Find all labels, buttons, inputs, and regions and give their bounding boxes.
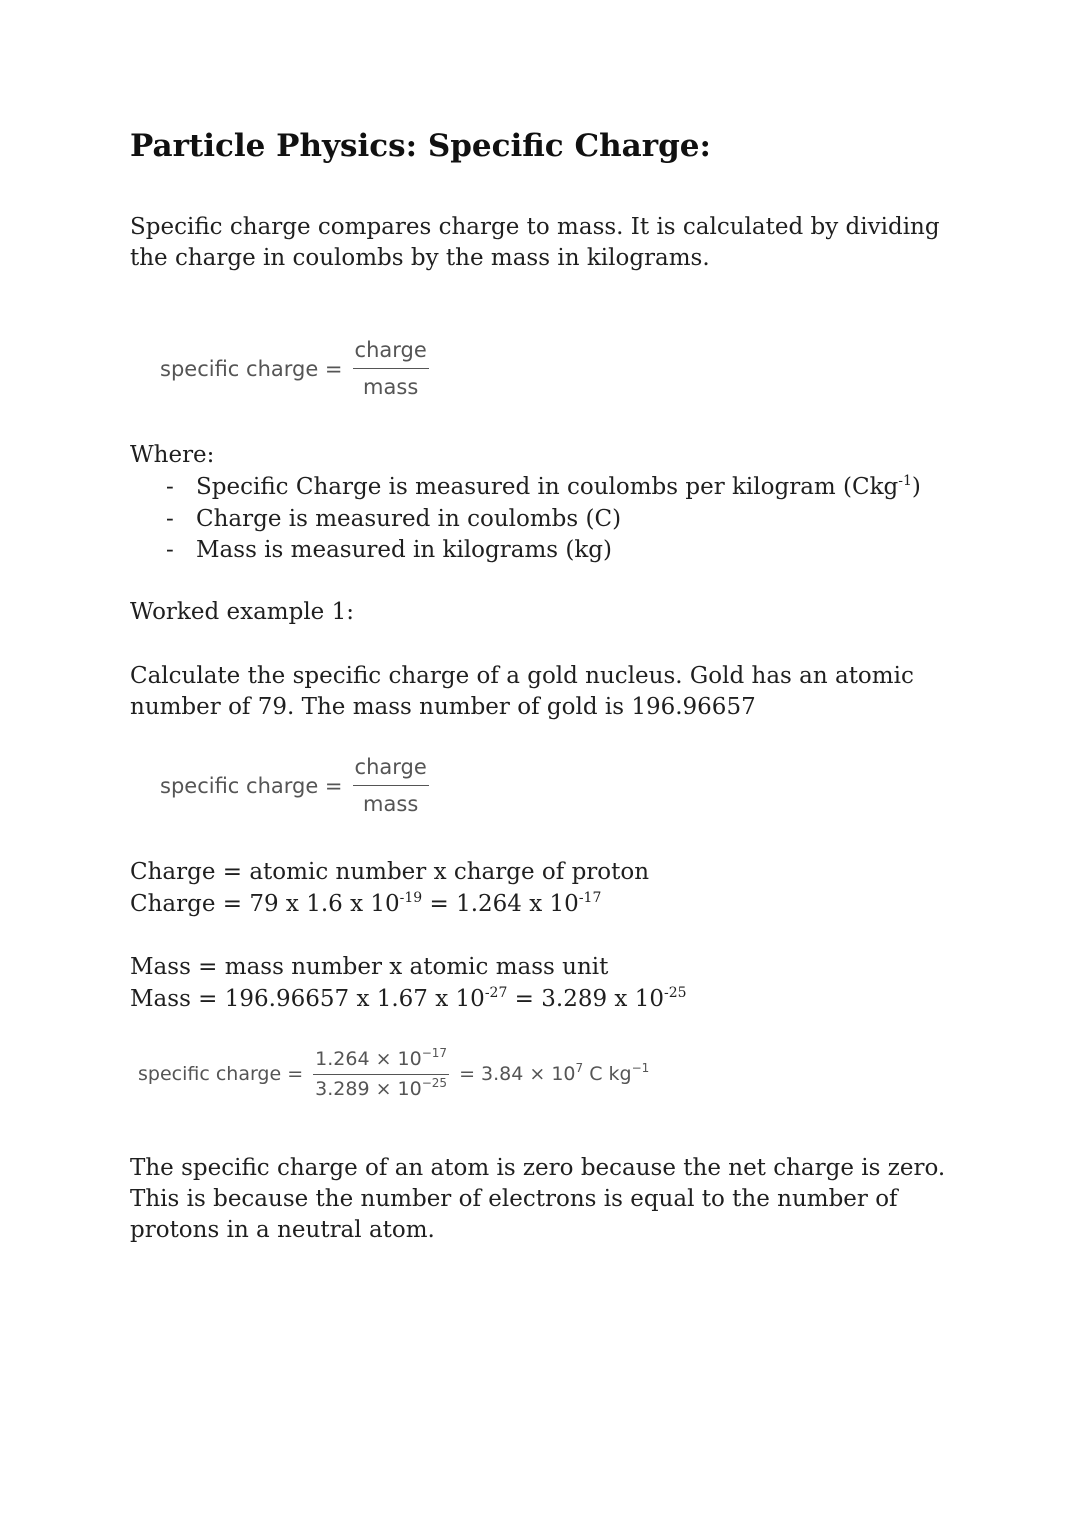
result-formula: [138, 1048, 649, 1100]
result-fraction: [313, 1048, 449, 1100]
formula-denominator: mass: [363, 375, 419, 399]
formula-numerator: charge: [353, 338, 429, 369]
result-lhs: specific charge =: [138, 1063, 304, 1085]
formula-numerator: charge: [353, 755, 429, 786]
mass-definition: Mass = mass number x atomic mass unit: [130, 954, 609, 980]
worked-example-label: Worked example 1:: [130, 599, 354, 625]
page-title: Particle Physics: Specific Charge:: [130, 128, 711, 164]
list-item: - Mass is measured in kilograms (kg): [166, 537, 612, 563]
result-denominator: $3.289 \times 10^{-25}$: [315, 1076, 448, 1100]
specific-charge-formula-repeat: [160, 755, 429, 816]
result-value: = $3.84 \times 10^7$ C $kg^{-1}$: [459, 1061, 650, 1085]
conclusion-paragraph: The specific charge of an atom is zero because the net charge is zero. This is because the number of electrons is equal to the number of protons in a neutral atom.: [130, 1155, 946, 1243]
formula-fraction: [353, 338, 429, 399]
formula-denominator: mass: [363, 792, 419, 816]
specific-charge-formula: [160, 338, 429, 399]
formula-fraction: [353, 755, 429, 816]
where-label: Where:: [130, 442, 215, 468]
mass-calculation: Mass = 196.96657 x 1.67 x $10^{-27} = 3.289$ x $10^{-25}$: [130, 985, 687, 1012]
units-list: [160, 472, 921, 567]
list-item: - Specific Charge is measured in coulombs per kilogram (Ckg$^{-1}$): [166, 473, 921, 500]
formula-lhs: specific charge =: [160, 356, 343, 381]
charge-calculation: Charge = 79 x 1.6 x $10^{-19} = 1.264$ x $10^{-17}$: [130, 890, 602, 917]
charge-definition: Charge = atomic number x charge of proton: [130, 859, 650, 885]
formula-lhs: specific charge =: [160, 773, 343, 798]
question-paragraph: Calculate the specific charge of a gold nucleus. Gold has an atomic number of 79. The mass number of gold is 196.96657: [130, 663, 914, 720]
intro-paragraph: Specific charge compares charge to mass. It is calculated by dividing the charge in coulombs by the mass in kilograms.: [130, 214, 940, 271]
result-numerator: $1.264 \times 10^{-17}$: [313, 1048, 449, 1075]
list-item: - Charge is measured in coulombs (C): [166, 505, 622, 532]
